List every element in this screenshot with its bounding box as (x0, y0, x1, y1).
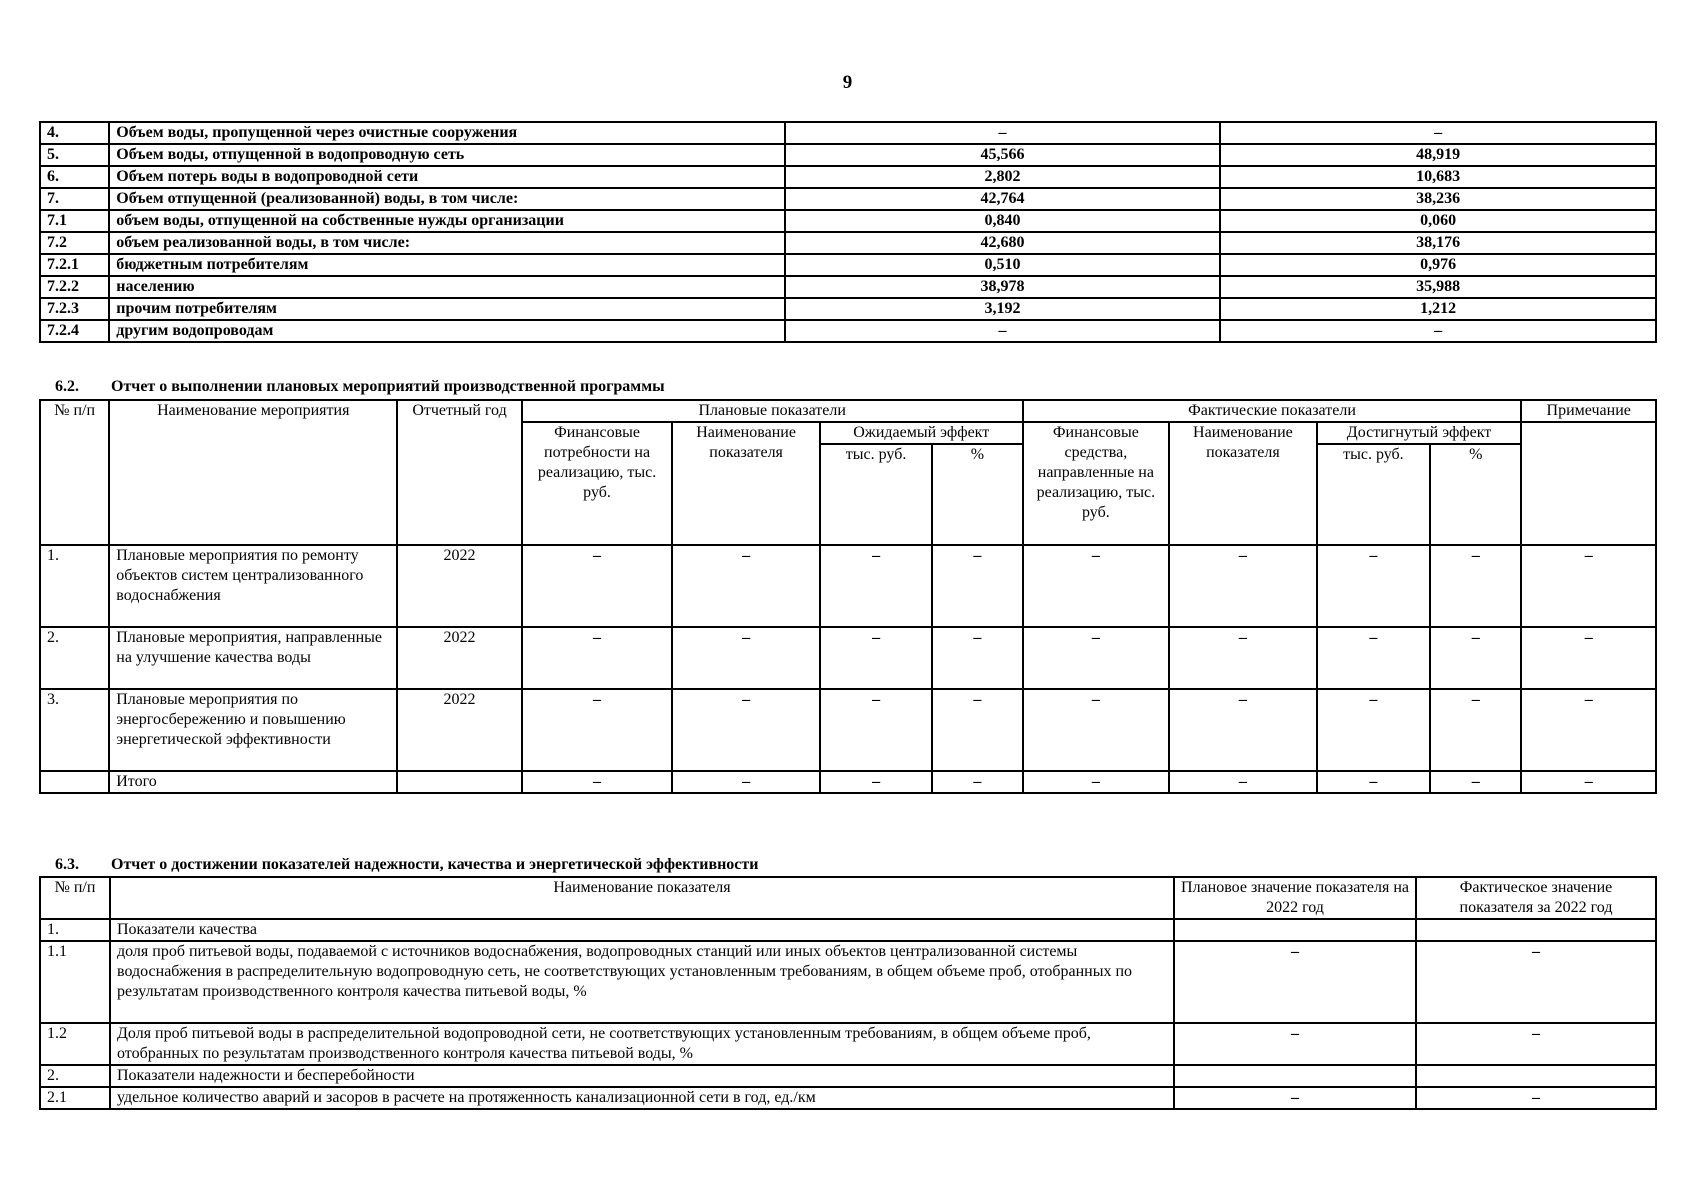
header-report-year: Отчетный год (397, 400, 521, 545)
row-name: Объем потерь воды в водопроводной сети (109, 166, 785, 188)
value-cell: – (522, 627, 673, 689)
row-name: другим водопроводам (109, 320, 785, 342)
table-row (40, 627, 1656, 689)
value-fact: 38,236 (1220, 188, 1656, 210)
activity-name: Плановые мероприятия, направленные на улучшение качества воды (109, 627, 397, 689)
value-cell: – (820, 545, 932, 627)
row-name: объем воды, отпущенной на собственные нужды организации (109, 210, 785, 232)
value-cell: – (820, 771, 932, 793)
value-cell: – (1430, 771, 1521, 793)
value-cell: – (1169, 627, 1317, 689)
header-plan-finance: Финансовые потребности на реализацию, тыс. руб. (522, 422, 673, 545)
value-cell: – (672, 627, 820, 689)
section-title-text: Отчет о достижении показателей надежности, качества и энергетической эффективности (111, 856, 759, 873)
table-row (40, 771, 1656, 793)
value-cell: – (1023, 689, 1170, 771)
section-number: 6.2. (55, 378, 79, 395)
table-row (40, 276, 1656, 298)
table-row (40, 919, 1656, 941)
section-6-2-title (55, 377, 665, 397)
value-cell: – (1169, 545, 1317, 627)
value-cell: – (932, 627, 1022, 689)
row-number: 7.2.2 (40, 276, 109, 298)
value-plan: – (785, 320, 1221, 342)
activity-name: Плановые мероприятия по ремонту объектов систем централизованного водоснабжения (109, 545, 397, 627)
row-number (40, 771, 109, 793)
header-actual-indicator: Наименование показателя (1169, 422, 1317, 545)
plan-value: – (1174, 1087, 1416, 1109)
header-note: Примечание (1521, 400, 1656, 422)
header-actual: Фактические показатели (1023, 400, 1522, 422)
row-name: объем реализованной воды, в том числе: (109, 232, 785, 254)
row-name: Объем отпущенной (реализованной) воды, в том числе: (109, 188, 785, 210)
value-fact: 0,060 (1220, 210, 1656, 232)
value-fact: 35,988 (1220, 276, 1656, 298)
plan-value (1174, 919, 1416, 941)
row-number: 1. (40, 919, 110, 941)
value-cell: – (1317, 689, 1430, 771)
value-plan: 2,802 (785, 166, 1221, 188)
value-cell: – (1430, 689, 1521, 771)
row-number: 7.2 (40, 232, 109, 254)
value-cell: – (1317, 545, 1430, 627)
row-name: Объем воды, пропущенной через очистные сооружения (109, 122, 785, 144)
indicator-name: доля проб питьевой воды, подаваемой с источников водоснабжения, водопроводных станций или иных объектов централизованной системы водоснабжения в распределительную водопроводную сеть, не соответствующих установленным требованиям, в общем объеме проб, отобранных по результатам производственного контроля качества питьевой воды, % (110, 941, 1174, 1023)
value-fact: – (1220, 122, 1656, 144)
header-plan-pct: % (932, 444, 1022, 545)
row-number: 3. (40, 689, 109, 771)
section-6-3-title (55, 855, 758, 875)
header-actual-rub: тыс. руб. (1317, 444, 1430, 545)
value-fact: – (1220, 320, 1656, 342)
value-cell: – (1430, 545, 1521, 627)
header-plan-effect: Ожидаемый эффект (820, 422, 1023, 444)
header-plan-rub: тыс. руб. (820, 444, 932, 545)
header-plan-value: Плановое значение показателя на 2022 год (1174, 877, 1416, 919)
value-plan: 0,510 (785, 254, 1221, 276)
value-cell: – (1521, 771, 1656, 793)
value-cell: – (522, 771, 673, 793)
section-number: 6.3. (55, 856, 79, 873)
planned-activities-table (39, 399, 1657, 794)
indicator-name: Доля проб питьевой воды в распределительной водопроводной сети, не соответствующих установленным требованиям, в общем объеме проб, отобранных по результатам производственного контроля качества питьевой воды, % (110, 1023, 1174, 1065)
value-cell: – (672, 771, 820, 793)
value-cell: – (932, 771, 1022, 793)
activity-name: Плановые мероприятия по энергосбережению и повышению энергетической эффективности (109, 689, 397, 771)
table-row (40, 941, 1656, 1023)
value-plan: 45,566 (785, 144, 1221, 166)
plan-value: – (1174, 1023, 1416, 1065)
water-volume-table (39, 121, 1657, 343)
row-number: 7. (40, 188, 109, 210)
value-plan: 38,978 (785, 276, 1221, 298)
row-number: 2.1 (40, 1087, 110, 1109)
header-actual-finance: Финансовые средства, направленные на реализацию, тыс. руб. (1023, 422, 1170, 545)
header-plan-indicator: Наименование показателя (672, 422, 820, 545)
value-fact: 1,212 (1220, 298, 1656, 320)
report-year (397, 771, 521, 793)
table-row (40, 1087, 1656, 1109)
plan-value (1174, 1065, 1416, 1087)
row-number: 1.1 (40, 941, 110, 1023)
row-number: 5. (40, 144, 109, 166)
activity-name: Итого (109, 771, 397, 793)
row-name: населению (109, 276, 785, 298)
value-fact: 38,176 (1220, 232, 1656, 254)
indicators-table (39, 876, 1657, 1110)
value-plan: – (785, 122, 1221, 144)
value-cell: – (522, 689, 673, 771)
table-row (40, 1065, 1656, 1087)
header-indicator-name: Наименование показателя (110, 877, 1174, 919)
fact-value: – (1416, 941, 1656, 1023)
value-cell: – (672, 545, 820, 627)
indicator-name: удельное количество аварий и засоров в расчете на протяженность канализационной сети в год, ед./км (110, 1087, 1174, 1109)
value-fact: 0,976 (1220, 254, 1656, 276)
header-actual-pct: % (1430, 444, 1521, 545)
page-number: 9 (842, 72, 853, 93)
value-cell: – (1023, 627, 1170, 689)
value-cell: – (932, 689, 1022, 771)
header-fact-value: Фактическое значение показателя за 2022 год (1416, 877, 1656, 919)
value-cell: – (1317, 627, 1430, 689)
value-cell: – (1521, 545, 1656, 627)
value-fact: 10,683 (1220, 166, 1656, 188)
table-row (40, 232, 1656, 254)
value-cell: – (1430, 627, 1521, 689)
header-planned: Плановые показатели (522, 400, 1023, 422)
table-row (40, 320, 1656, 342)
header-note-empty (1521, 422, 1656, 545)
table-row (40, 254, 1656, 276)
row-number: 4. (40, 122, 109, 144)
value-cell: – (1023, 771, 1170, 793)
report-year: 2022 (397, 689, 521, 771)
indicator-name: Показатели надежности и бесперебойности (110, 1065, 1174, 1087)
value-cell: – (1169, 689, 1317, 771)
table-row (40, 210, 1656, 232)
row-number: 7.2.4 (40, 320, 109, 342)
row-number: 7.2.3 (40, 298, 109, 320)
value-plan: 3,192 (785, 298, 1221, 320)
header-actual-effect: Достигнутый эффект (1317, 422, 1522, 444)
value-cell: – (932, 545, 1022, 627)
row-number: 6. (40, 166, 109, 188)
row-number: 1. (40, 545, 109, 627)
report-year: 2022 (397, 627, 521, 689)
row-name: бюджетным потребителям (109, 254, 785, 276)
indicator-name: Показатели качества (110, 919, 1174, 941)
table-row (40, 545, 1656, 627)
value-cell: – (820, 689, 932, 771)
value-fact: 48,919 (1220, 144, 1656, 166)
table-row (40, 298, 1656, 320)
row-name: прочим потребителям (109, 298, 785, 320)
row-number: 7.1 (40, 210, 109, 232)
value-cell: – (1169, 771, 1317, 793)
row-number: 7.2.1 (40, 254, 109, 276)
row-number: 1.2 (40, 1023, 110, 1065)
value-cell: – (672, 689, 820, 771)
table-row (40, 122, 1656, 144)
table-row (40, 1023, 1656, 1065)
value-plan: 42,764 (785, 188, 1221, 210)
fact-value (1416, 1065, 1656, 1087)
value-cell: – (1023, 545, 1170, 627)
fact-value (1416, 919, 1656, 941)
value-cell: – (1521, 689, 1656, 771)
value-cell: – (1317, 771, 1430, 793)
row-number: 2. (40, 627, 109, 689)
value-cell: – (522, 545, 673, 627)
header-no: № п/п (40, 877, 110, 919)
section-title-text: Отчет о выполнении плановых мероприятий производственной программы (111, 378, 665, 395)
fact-value: – (1416, 1087, 1656, 1109)
value-cell: – (1521, 627, 1656, 689)
fact-value: – (1416, 1023, 1656, 1065)
table-row (40, 144, 1656, 166)
header-activity-name: Наименование мероприятия (109, 400, 397, 545)
row-name: Объем воды, отпущенной в водопроводную сеть (109, 144, 785, 166)
table-row (40, 188, 1656, 210)
report-year: 2022 (397, 545, 521, 627)
value-plan: 42,680 (785, 232, 1221, 254)
header-no: № п/п (40, 400, 109, 545)
table-row (40, 166, 1656, 188)
value-cell: – (820, 627, 932, 689)
plan-value: – (1174, 941, 1416, 1023)
row-number: 2. (40, 1065, 110, 1087)
table-row (40, 689, 1656, 771)
value-plan: 0,840 (785, 210, 1221, 232)
